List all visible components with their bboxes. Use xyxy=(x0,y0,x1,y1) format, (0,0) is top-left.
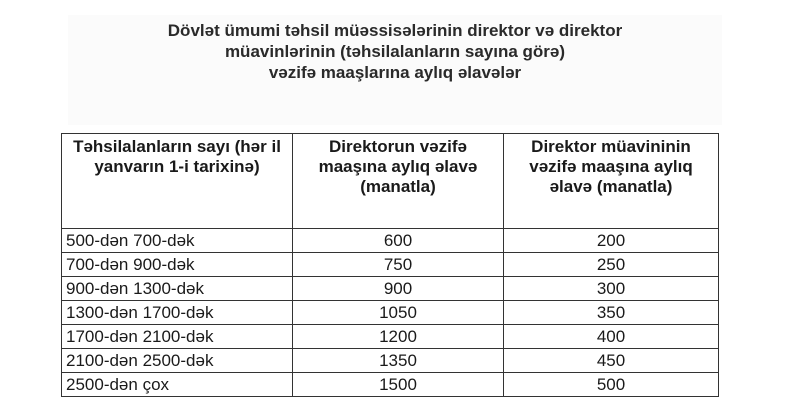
deputy-supplement-cell: 400 xyxy=(504,325,719,349)
deputy-supplement-cell: 200 xyxy=(504,229,719,253)
director-supplement-cell: 1500 xyxy=(293,373,504,397)
title-line-2: müavinlərinin (təhsilalanların sayına görə) xyxy=(224,42,566,61)
deputy-supplement-cell: 350 xyxy=(504,301,719,325)
director-supplement-cell: 1050 xyxy=(293,301,504,325)
title-line-1: Dövlət ümumi təhsil müəssisələrinin direktor və direktor xyxy=(167,21,623,40)
director-supplement-cell: 1350 xyxy=(293,349,504,373)
document-title xyxy=(68,15,722,125)
table-row xyxy=(62,301,719,325)
student-range-cell: 900-dən 1300-dək xyxy=(62,277,293,301)
student-range-cell: 1700-dən 2100-dək xyxy=(62,325,293,349)
director-supplement-cell: 750 xyxy=(293,253,504,277)
header-director-supplement: Direktorun vəzifə maaşına aylıq əlavə (manatla) xyxy=(293,134,504,229)
deputy-supplement-cell: 300 xyxy=(504,277,719,301)
director-supplement-cell: 900 xyxy=(293,277,504,301)
table-row xyxy=(62,229,719,253)
director-supplement-cell: 1200 xyxy=(293,325,504,349)
table-row xyxy=(62,373,719,397)
table-row xyxy=(62,253,719,277)
student-range-cell: 500-dən 700-dək xyxy=(62,229,293,253)
header-deputy-supplement: Direktor müavininin vəzifə maaşına aylıq əlavə (manatla) xyxy=(504,134,719,229)
table-row xyxy=(62,349,719,373)
title-line-3: vəzifə maaşlarına aylıq əlavələr xyxy=(268,63,522,82)
table-row xyxy=(62,277,719,301)
table-row xyxy=(62,325,719,349)
header-student-count: Təhsilalanların sayı (hər il yanvarın 1-i tarixinə) xyxy=(62,134,293,229)
student-range-cell: 1300-dən 1700-dək xyxy=(62,301,293,325)
deputy-supplement-cell: 500 xyxy=(504,373,719,397)
salary-supplement-table xyxy=(61,133,719,397)
table-header-row xyxy=(62,134,719,229)
deputy-supplement-cell: 450 xyxy=(504,349,719,373)
director-supplement-cell: 600 xyxy=(293,229,504,253)
student-range-cell: 2500-dən çox xyxy=(62,373,293,397)
student-range-cell: 2100-dən 2500-dək xyxy=(62,349,293,373)
student-range-cell: 700-dən 900-dək xyxy=(62,253,293,277)
deputy-supplement-cell: 250 xyxy=(504,253,719,277)
